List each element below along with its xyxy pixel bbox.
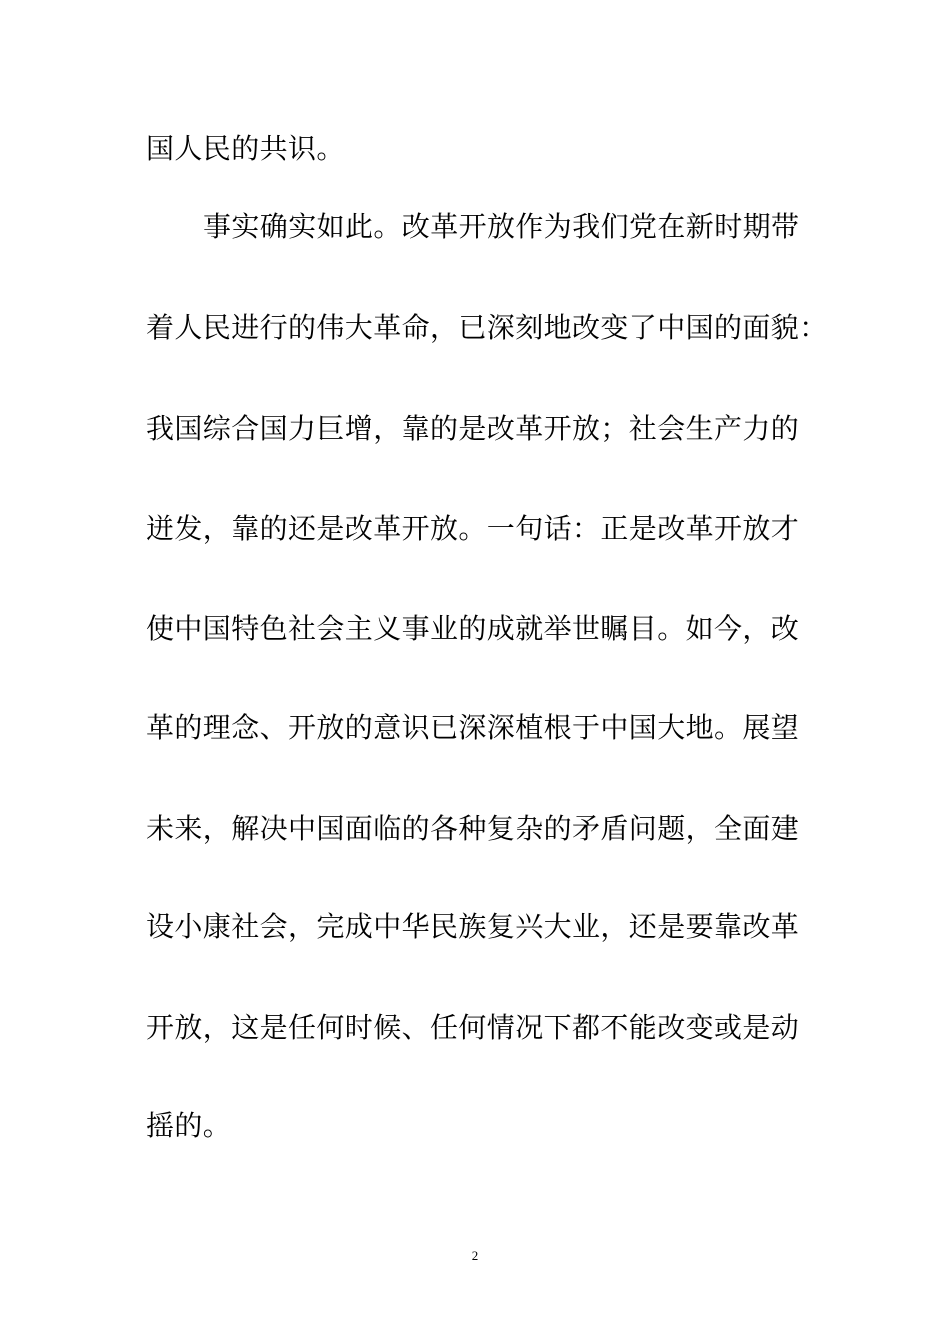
text-line-8: 未来，解决中国面临的各种复杂的矛盾问题，全面建 [146,812,800,845]
text-line-1: 国人民的共识。 [146,132,345,165]
text-line-10: 开放，这是任何时候、任何情况下都不能改变或是动 [146,1011,800,1044]
text-line-5: 迸发，靠的还是改革开放。一句话：正是改革开放才 [146,512,800,545]
page-number: 2 [471,1248,479,1263]
text-line-9: 设小康社会，完成中华民族复兴大业，还是要靠改革 [146,910,800,943]
text-line-7: 革的理念、开放的意识已深深植根于中国大地。展望 [146,711,800,744]
text-line-4: 我国综合国力巨增，靠的是改革开放；社会生产力的 [146,412,800,445]
text-line-11: 摇的。 [146,1109,232,1142]
text-line-3: 着人民进行的伟大革命，已深刻地改变了中国的面貌： [146,311,828,344]
text-line-2: 事实确实如此。改革开放作为我们党在新时期带 [203,210,800,243]
text-line-6: 使中国特色社会主义事业的成就举世瞩目。如今，改 [146,612,800,645]
